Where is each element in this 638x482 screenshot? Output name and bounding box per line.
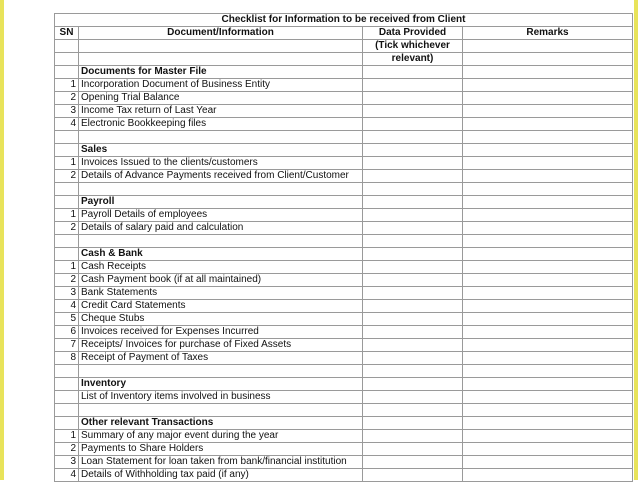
row-data-provided xyxy=(363,430,463,443)
row-data-provided xyxy=(363,92,463,105)
row-sn: 8 xyxy=(55,352,79,365)
row-sn: 2 xyxy=(55,92,79,105)
row-document: Electronic Bookkeeping files xyxy=(79,118,363,131)
section-heading: Sales xyxy=(79,144,363,157)
row-remarks xyxy=(463,456,633,469)
row-sn xyxy=(55,404,79,417)
row-document: Details of Advance Payments received from Client/Customer xyxy=(79,170,363,183)
blank-row xyxy=(55,404,633,417)
row-remarks xyxy=(463,79,633,92)
row-remarks xyxy=(463,326,633,339)
row-sn: 5 xyxy=(55,313,79,326)
header-note-row-2 xyxy=(55,53,633,66)
row-sn xyxy=(55,131,79,144)
row-remarks xyxy=(463,404,633,417)
section-heading: Documents for Master File xyxy=(79,66,363,79)
row-sn: 2 xyxy=(55,274,79,287)
row-sn: 1 xyxy=(55,79,79,92)
row-document: List of Inventory items involved in business xyxy=(79,391,363,404)
row-remarks xyxy=(463,443,633,456)
row-remarks xyxy=(463,235,633,248)
row-document xyxy=(79,183,363,196)
row-document: Opening Trial Balance xyxy=(79,92,363,105)
row-remarks xyxy=(463,339,633,352)
row-sn xyxy=(55,417,79,430)
row-sn: 1 xyxy=(55,209,79,222)
row-document: Invoices received for Expenses Incurred xyxy=(79,326,363,339)
row-document xyxy=(79,404,363,417)
row-sn: 3 xyxy=(55,456,79,469)
row-data-provided xyxy=(363,391,463,404)
row-sn: 2 xyxy=(55,170,79,183)
table-row xyxy=(55,170,633,183)
row-data-provided xyxy=(363,118,463,131)
row-sn: 6 xyxy=(55,326,79,339)
table-row xyxy=(55,261,633,274)
row-data-provided xyxy=(363,209,463,222)
row-remarks xyxy=(463,209,633,222)
checklist-table xyxy=(54,13,633,482)
section-row xyxy=(55,196,633,209)
row-document: Credit Card Statements xyxy=(79,300,363,313)
row-remarks xyxy=(463,66,633,79)
row-document: Summary of any major event during the year xyxy=(79,430,363,443)
section-row xyxy=(55,144,633,157)
section-row xyxy=(55,248,633,261)
row-remarks xyxy=(463,157,633,170)
row-data-provided xyxy=(363,365,463,378)
row-document: Details of salary paid and calculation xyxy=(79,222,363,235)
table-row xyxy=(55,430,633,443)
blank-row xyxy=(55,365,633,378)
row-remarks xyxy=(463,131,633,144)
row-remarks xyxy=(463,352,633,365)
row-data-provided xyxy=(363,443,463,456)
row-remarks xyxy=(463,248,633,261)
row-data-provided xyxy=(363,326,463,339)
row-data-provided xyxy=(363,79,463,92)
header-remarks: Remarks xyxy=(463,27,633,40)
section-row xyxy=(55,66,633,79)
table-row xyxy=(55,443,633,456)
row-data-provided xyxy=(363,352,463,365)
table-row xyxy=(55,92,633,105)
row-document: Details of Withholding tax paid (if any) xyxy=(79,469,363,482)
row-remarks xyxy=(463,105,633,118)
row-sn xyxy=(55,378,79,391)
row-sn: 2 xyxy=(55,443,79,456)
table-row xyxy=(55,391,633,404)
row-remarks xyxy=(463,183,633,196)
row-sn: 3 xyxy=(55,287,79,300)
row-sn: 1 xyxy=(55,261,79,274)
table-row xyxy=(55,222,633,235)
row-data-provided xyxy=(363,105,463,118)
row-sn: 4 xyxy=(55,300,79,313)
table-row xyxy=(55,79,633,92)
row-sn xyxy=(55,248,79,261)
row-sn: 1 xyxy=(55,430,79,443)
table-row xyxy=(55,339,633,352)
header-data-provided-note-2: relevant) xyxy=(363,53,463,66)
row-data-provided xyxy=(363,404,463,417)
table-row xyxy=(55,287,633,300)
row-remarks xyxy=(463,417,633,430)
row-document: Incorporation Document of Business Entity xyxy=(79,79,363,92)
blank-row xyxy=(55,131,633,144)
row-data-provided xyxy=(363,248,463,261)
section-heading: Inventory xyxy=(79,378,363,391)
row-sn xyxy=(55,365,79,378)
row-document: Cash Payment book (if at all maintained) xyxy=(79,274,363,287)
row-data-provided xyxy=(363,144,463,157)
title-row xyxy=(55,14,633,27)
section-row xyxy=(55,417,633,430)
row-data-provided xyxy=(363,300,463,313)
row-document xyxy=(79,365,363,378)
table-row xyxy=(55,118,633,131)
header-document: Document/Information xyxy=(79,27,363,40)
row-document: Receipt of Payment of Taxes xyxy=(79,352,363,365)
table-row xyxy=(55,456,633,469)
row-sn: 2 xyxy=(55,222,79,235)
row-data-provided xyxy=(363,222,463,235)
row-data-provided xyxy=(363,170,463,183)
table-row xyxy=(55,313,633,326)
row-document: Income Tax return of Last Year xyxy=(79,105,363,118)
row-document: Receipts/ Invoices for purchase of Fixed Assets xyxy=(79,339,363,352)
checklist-title: Checklist for Information to be received from Client xyxy=(55,14,633,27)
row-sn xyxy=(55,235,79,248)
row-remarks xyxy=(463,92,633,105)
row-data-provided xyxy=(363,287,463,300)
left-frame-border xyxy=(0,0,4,480)
table-row xyxy=(55,352,633,365)
row-data-provided xyxy=(363,456,463,469)
row-document: Loan Statement for loan taken from bank/financial institution xyxy=(79,456,363,469)
row-remarks xyxy=(463,300,633,313)
row-remarks xyxy=(463,144,633,157)
right-frame-border xyxy=(634,0,638,480)
row-remarks xyxy=(463,118,633,131)
header-note-row-1 xyxy=(55,40,633,53)
row-document: Bank Statements xyxy=(79,287,363,300)
table-row xyxy=(55,326,633,339)
row-remarks xyxy=(463,261,633,274)
row-data-provided xyxy=(363,183,463,196)
row-data-provided xyxy=(363,157,463,170)
row-data-provided xyxy=(363,131,463,144)
section-heading: Payroll xyxy=(79,196,363,209)
row-remarks xyxy=(463,391,633,404)
row-data-provided xyxy=(363,196,463,209)
table-row xyxy=(55,105,633,118)
table-row xyxy=(55,157,633,170)
section-heading: Cash & Bank xyxy=(79,248,363,261)
row-sn xyxy=(55,144,79,157)
row-data-provided xyxy=(363,235,463,248)
row-data-provided xyxy=(363,261,463,274)
row-data-provided xyxy=(363,417,463,430)
row-sn: 7 xyxy=(55,339,79,352)
row-document: Invoices Issued to the clients/customers xyxy=(79,157,363,170)
row-remarks xyxy=(463,365,633,378)
checklist-sheet xyxy=(54,13,632,482)
row-data-provided xyxy=(363,313,463,326)
row-sn: 1 xyxy=(55,157,79,170)
header-data-provided-note-1: (Tick whichever xyxy=(363,40,463,53)
table-row xyxy=(55,274,633,287)
row-sn: 4 xyxy=(55,469,79,482)
row-sn xyxy=(55,391,79,404)
row-sn xyxy=(55,196,79,209)
blank-row xyxy=(55,235,633,248)
row-remarks xyxy=(463,196,633,209)
row-data-provided xyxy=(363,274,463,287)
row-sn: 4 xyxy=(55,118,79,131)
row-sn xyxy=(55,183,79,196)
section-heading: Other relevant Transactions xyxy=(79,417,363,430)
row-remarks xyxy=(463,222,633,235)
row-sn: 3 xyxy=(55,105,79,118)
table-row xyxy=(55,300,633,313)
row-document: Cash Receipts xyxy=(79,261,363,274)
row-data-provided xyxy=(363,378,463,391)
row-data-provided xyxy=(363,66,463,79)
row-document xyxy=(79,235,363,248)
section-row xyxy=(55,378,633,391)
row-document: Cheque Stubs xyxy=(79,313,363,326)
table-row xyxy=(55,209,633,222)
row-document xyxy=(79,131,363,144)
row-remarks xyxy=(463,287,633,300)
header-sn: SN xyxy=(55,27,79,40)
header-row xyxy=(55,27,633,40)
row-data-provided xyxy=(363,339,463,352)
row-remarks xyxy=(463,274,633,287)
row-sn xyxy=(55,66,79,79)
row-remarks xyxy=(463,378,633,391)
row-remarks xyxy=(463,430,633,443)
blank-row xyxy=(55,183,633,196)
row-document: Payments to Share Holders xyxy=(79,443,363,456)
row-remarks xyxy=(463,170,633,183)
header-data-provided: Data Provided xyxy=(363,27,463,40)
row-remarks xyxy=(463,313,633,326)
row-document: Payroll Details of employees xyxy=(79,209,363,222)
